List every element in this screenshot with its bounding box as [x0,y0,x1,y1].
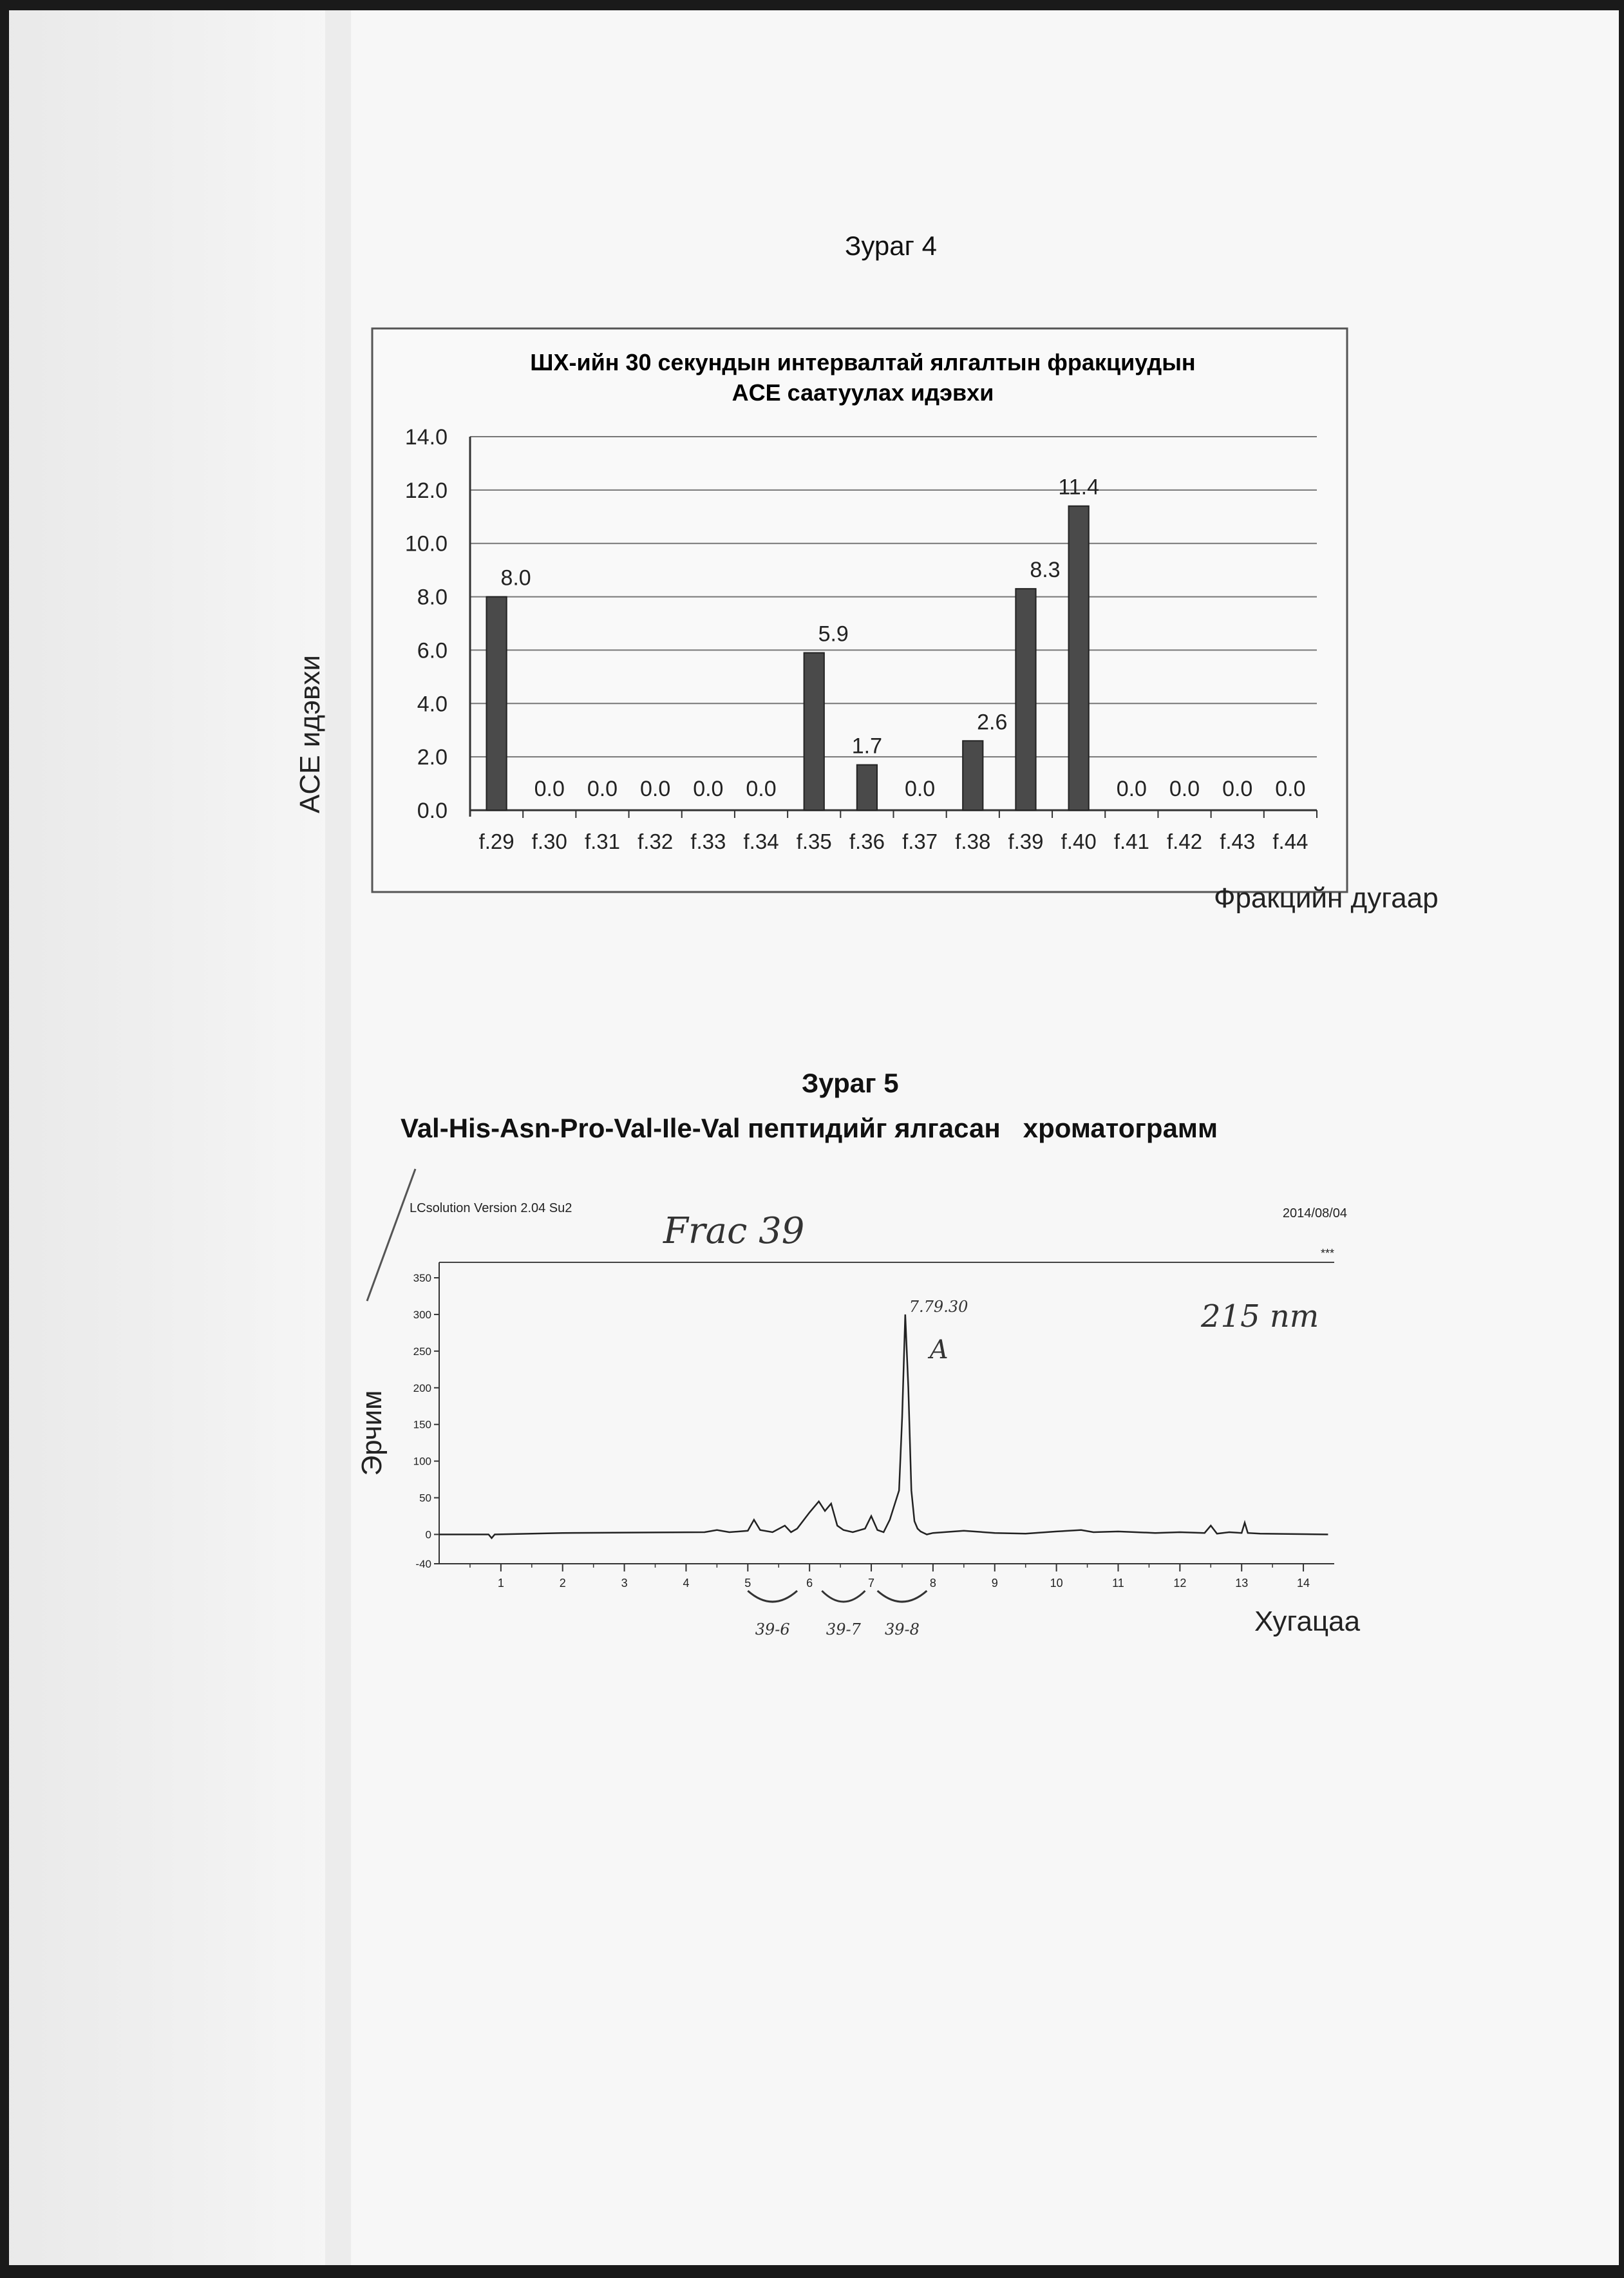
chromatogram-trace [439,1315,1328,1538]
figure4-label: Зураг 4 [845,231,937,261]
x-tick-label: f.33 [690,830,726,853]
data-label: 0.0 [904,777,936,801]
data-label: 0.0 [640,777,671,801]
fraction-label: 39-7 [826,1620,861,1638]
y-tick-label: 8.0 [417,585,448,610]
x-tick-label: 14 [1297,1577,1310,1590]
y-tick-label: 4.0 [417,692,448,717]
x-tick-label: 7 [868,1577,875,1590]
x-tick-label: 1 [497,1577,504,1590]
peak-label: 7.79.30 [909,1297,968,1316]
figure5-x-axis-title: Хугацаа [1254,1606,1361,1637]
x-tick-label: 2 [559,1577,566,1590]
data-label: 0.0 [1222,777,1253,801]
x-tick-label: f.37 [902,830,938,853]
figure5-y-axis-title: Эрчим [356,1390,388,1476]
y-tick-label: 10.0 [404,531,448,556]
y-tick-label: 2.0 [417,745,448,770]
figure4-y-axis-title: ACE идэвхи [294,655,326,813]
data-label: 11.4 [1058,475,1099,500]
x-tick-label: f.40 [1061,830,1097,853]
handwritten-wavelength: 215 nm [1201,1298,1319,1334]
fraction-label: 39-6 [755,1620,790,1638]
x-tick-label: f.36 [849,830,885,853]
data-label: 1.7 [851,734,883,759]
x-tick-label: 4 [683,1577,690,1590]
y-tick-label: 100 [413,1455,431,1468]
fraction-bracket [878,1591,927,1602]
data-label: 2.6 [977,710,1008,735]
y-tick-label: 0.0 [417,799,448,823]
x-tick-label: f.30 [531,830,567,853]
fraction-bracket [748,1591,797,1602]
y-tick-label: 6.0 [417,638,448,663]
stars-marker: *** [1320,1247,1334,1260]
x-tick-label: f.32 [637,830,674,853]
x-tick-label: f.29 [478,830,515,853]
chart-title: ШХ-ийн 30 секундын интервалтай ялгалтын фракциудын [530,349,1196,375]
x-tick-label: f.35 [796,830,832,853]
data-label: 8.3 [1030,558,1061,583]
figure4-x-axis-title: Фракцийн дугаар [1214,882,1439,914]
x-tick-label: 5 [744,1577,751,1590]
data-label: 0.0 [534,777,565,801]
y-tick-label: 300 [413,1308,431,1321]
x-tick-label: f.31 [584,830,620,853]
chart-subtitle: ACE саатуулах идэвхи [732,379,994,406]
figure5-caption: Val-His-Asn-Pro-Val-Ile-Val пептидийг ялгасан хроматограмм [401,1113,1218,1143]
software-version: LCsolution Version 2.04 Su2 [410,1201,572,1215]
x-tick-label: 12 [1173,1577,1187,1590]
x-tick-label: 10 [1050,1577,1063,1590]
x-tick-label: f.38 [955,830,991,853]
data-label: 0.0 [1275,777,1306,801]
x-tick-label: f.44 [1272,830,1308,853]
y-tick-label: 14.0 [404,425,448,450]
x-tick-label: 13 [1235,1577,1249,1590]
data-label: 0.0 [587,777,618,801]
x-tick-label: 9 [991,1577,998,1590]
y-tick-label: 350 [413,1272,431,1284]
run-date: 2014/08/04 [1282,1206,1347,1220]
data-label: 5.9 [818,622,849,647]
y-tick-label: 0 [425,1528,431,1541]
y-tick-label: 50 [419,1492,431,1504]
data-label: 8.0 [500,565,531,591]
data-label: 0.0 [693,777,724,801]
data-label: 0.0 [1169,777,1200,801]
peak-letter: A [929,1334,949,1365]
x-tick-label: f.41 [1113,830,1149,853]
x-tick-label: 3 [621,1577,628,1590]
y-tick-label: 200 [413,1381,431,1394]
x-tick-label: 6 [806,1577,813,1590]
data-label: 0.0 [746,777,777,801]
y-tick-label: 150 [413,1418,431,1431]
fraction-label: 39-8 [885,1620,920,1638]
x-tick-label: 8 [929,1577,936,1590]
x-tick-label: f.34 [743,830,779,853]
x-tick-label: f.43 [1220,830,1256,853]
y-tick-label: 12.0 [404,478,448,503]
data-label: 0.0 [1116,777,1147,801]
figure5-label: Зураг 5 [802,1068,899,1098]
y-tick-label: 250 [413,1345,431,1358]
pen-stroke [367,1169,415,1301]
y-tick-label: -40 [415,1558,431,1570]
x-tick-label: 11 [1112,1577,1124,1590]
fraction-bracket [822,1591,865,1602]
handwritten-frac: Frac 39 [663,1210,805,1252]
x-tick-label: f.42 [1167,830,1203,853]
x-tick-label: f.39 [1008,830,1044,853]
